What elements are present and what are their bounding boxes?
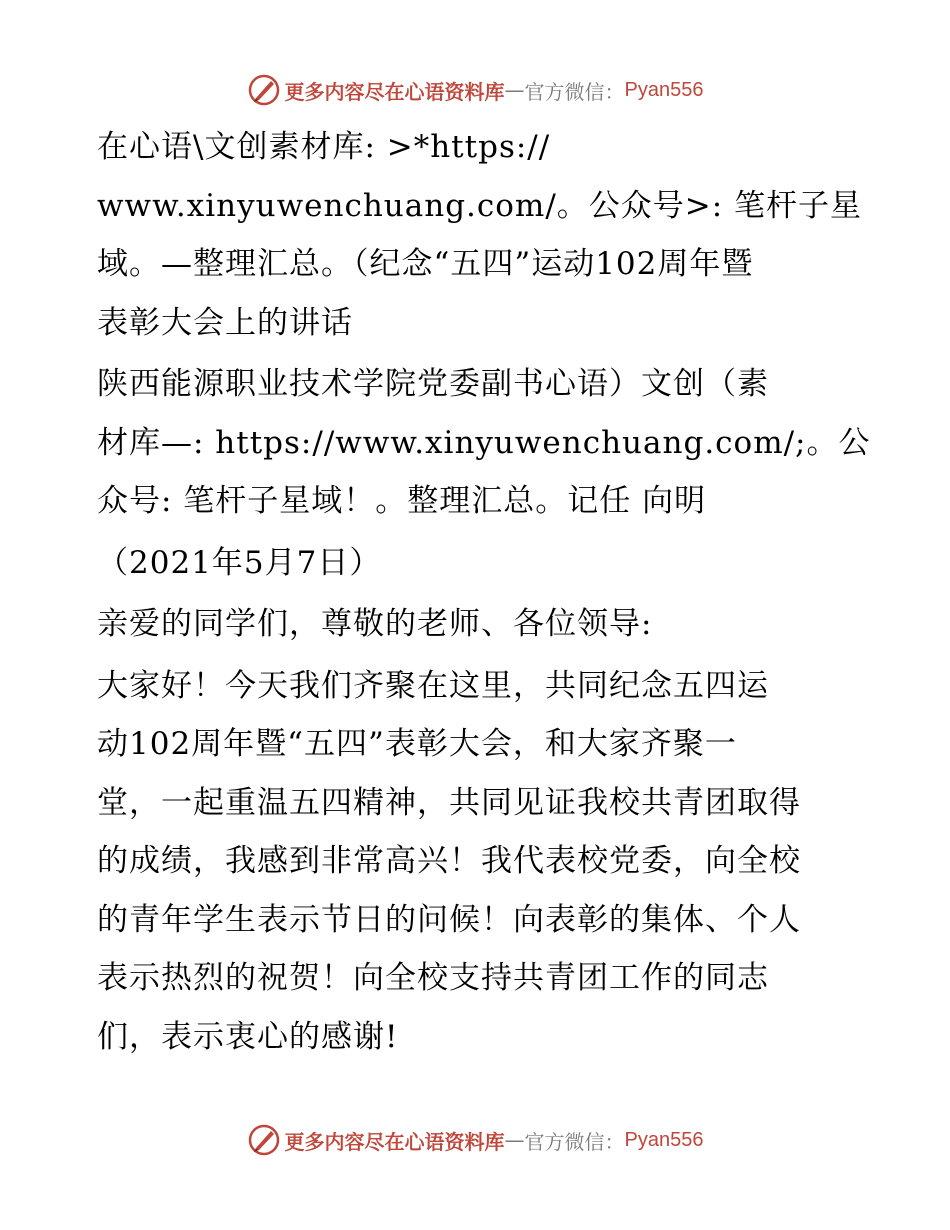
text-line: 动102周年暨“五四”表彰大会，和大家齐聚一: [97, 726, 737, 762]
text-line: 表彰大会上的讲话: [97, 304, 353, 341]
banner-wechat-id: Pyan556: [624, 78, 704, 101]
text-line: 材库—: https://www.xinyuwenchuang.com/;。公: [97, 424, 871, 461]
text-line: 表示热烈的祝贺！向全校支持共青团工作的同志: [97, 960, 769, 996]
text-line: 在心语\文创素材库: >*https://: [97, 129, 551, 165]
quill-pen-logo-icon: [247, 1123, 281, 1157]
paragraph-date: [97, 534, 867, 593]
banner-main-text: 更多内容尽在心语资料库: [284, 1129, 505, 1154]
banner-separator: —: [504, 1128, 525, 1152]
text-line: 众号: 笔杆子星域！。整理汇总。记任 向明: [97, 483, 707, 519]
paragraph-body: [97, 657, 867, 1067]
text-line: 们，表示衷心的感谢!: [97, 1018, 399, 1055]
paragraph-intro: [97, 118, 867, 352]
quill-pen-logo-icon: [247, 73, 281, 107]
document-body: [97, 118, 871, 1069]
text-line: 陕西能源职业技术学院党委副书心语）文创（素: [97, 366, 769, 402]
banner-wechat-label: 官方微信：: [524, 79, 625, 104]
text-line: www.xinyuwenchuang.com/。公众号>: 笔杆子星: [97, 187, 863, 224]
banner-wechat-id: Pyan556: [624, 1128, 704, 1151]
header-banner: [0, 70, 950, 110]
text-line: 大家好！今天我们齐聚在这里，共同纪念五四运: [97, 667, 769, 704]
text-line: 的青年学生表示节日的问候！向表彰的集体、个人: [97, 901, 801, 938]
text-line: 堂，一起重温五四精神，共同见证我校共青团取得: [97, 784, 801, 821]
text-line: 亲爱的同学们，尊敬的老师、各位领导:: [97, 606, 653, 642]
text-line: 域。—整理汇总。（纪念“五四”运动102周年暨: [97, 246, 754, 282]
text-line: 的成绩，我感到非常高兴！我代表校党委，向全校: [97, 843, 801, 879]
text-line: （2021年5月7日）: [97, 544, 382, 581]
paragraph-salutation: [97, 595, 867, 654]
paragraph-author: [97, 355, 871, 531]
footer-banner: [0, 1120, 950, 1160]
banner-wechat-label: 官方微信：: [524, 1129, 625, 1154]
banner-main-text: 更多内容尽在心语资料库: [284, 79, 505, 104]
banner-separator: —: [504, 78, 525, 102]
